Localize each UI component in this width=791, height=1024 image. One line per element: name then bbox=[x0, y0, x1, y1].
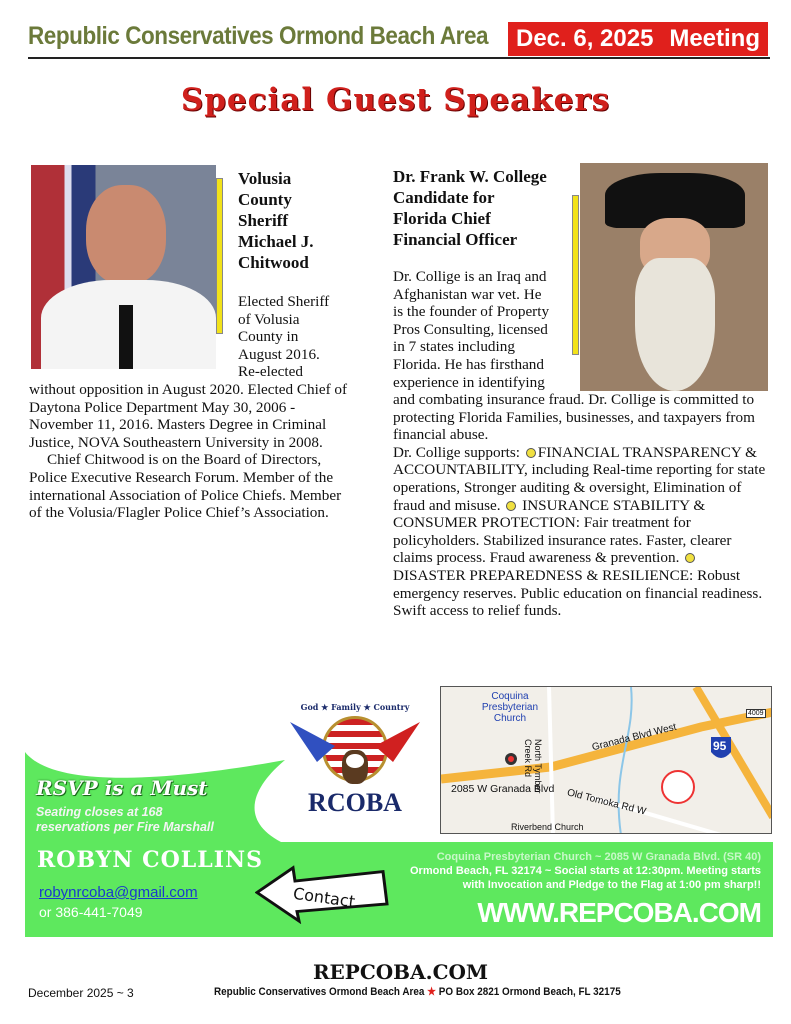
speaker2-intro bbox=[393, 268, 549, 391]
text-line: is the founder of Property bbox=[393, 303, 550, 321]
map-label-road: 2085 W Granada Blvd bbox=[451, 783, 555, 795]
venue-line: Ormond Beach, FL 32174 ~ Social starts at 12:30pm. Meeting starts bbox=[409, 865, 761, 877]
meeting-label: Meeting bbox=[669, 25, 760, 52]
footer-address bbox=[214, 985, 621, 998]
text-line: County in bbox=[238, 328, 299, 346]
name-line: Volusia bbox=[238, 169, 292, 188]
name-line: Candidate for bbox=[393, 188, 495, 207]
bullet-icon bbox=[526, 448, 536, 458]
date-banner bbox=[508, 22, 768, 56]
footer-org: Republic Conservatives Ormond Beach Area bbox=[214, 986, 425, 998]
text-line: Pros Consulting, licensed bbox=[393, 320, 548, 338]
contact-phone: or 386-441-7049 bbox=[39, 904, 143, 920]
rcoba-logo bbox=[290, 702, 420, 830]
speaker1-bio bbox=[29, 381, 349, 522]
name-line: Financial Officer bbox=[393, 230, 518, 249]
text-line: August 2016. bbox=[238, 345, 320, 363]
text-line: Florida. He has firsthand bbox=[393, 355, 544, 373]
state-road-shield: 4009 bbox=[748, 710, 764, 717]
speaker1-name bbox=[238, 168, 314, 273]
logo-name: RCOBA bbox=[308, 788, 402, 817]
contact-banner bbox=[25, 842, 773, 937]
venue-info bbox=[410, 850, 761, 892]
map-label-church: Coquina Presbyterian Church bbox=[481, 691, 539, 724]
rsvp-note-line: Seating closes at 168 bbox=[36, 805, 163, 819]
speaker2-name bbox=[393, 166, 547, 250]
accent-bar bbox=[572, 195, 579, 355]
venue-line: Coquina Presbyterian Church ~ 2085 W Granada Blvd. (SR 40) bbox=[436, 851, 761, 863]
rsvp-note bbox=[36, 805, 214, 835]
text-line: of Volusia bbox=[238, 310, 300, 328]
rsvp-title: RSVP is a Must bbox=[36, 776, 208, 800]
location-map[interactable] bbox=[440, 686, 772, 834]
name-line: Florida Chief bbox=[393, 209, 491, 228]
accent-bar bbox=[216, 178, 223, 334]
text-line: experience in identifying bbox=[393, 373, 545, 391]
contact-email-link[interactable]: robynrcoba@gmail.com bbox=[39, 884, 198, 901]
text-line: Dr. Collige is an Iraq and bbox=[393, 268, 547, 285]
name-line: Michael J. bbox=[238, 232, 314, 251]
name-line: Sheriff bbox=[238, 211, 289, 230]
page-title: Special Guest Speakers bbox=[180, 82, 611, 118]
platform-point: DISASTER PREPAREDNESS & RESILIENCE: Robust emergency reserves. Public education on financial readiness. Swift access to relief funds. bbox=[393, 566, 763, 620]
bio-paragraph: without opposition in August 2020. Elected Chief of Daytona Police Department May 30, 2006 - November 11, 2016. Masters Degree in Criminal Justice, NOVA Southeastern University in 2008. bbox=[29, 381, 348, 451]
name-line: County bbox=[238, 190, 292, 209]
text-line: Afghanistan war vet. He bbox=[393, 285, 542, 303]
map-label-road: North Tymber Creek Rd bbox=[523, 739, 543, 794]
interstate-shield: 95 bbox=[713, 739, 727, 753]
sheriff-photo bbox=[31, 165, 216, 369]
rsvp-note-line: reservations per Fire Marshall bbox=[36, 820, 214, 834]
logo-motto: God ★ Family ★ Country bbox=[300, 702, 410, 712]
name-line: Chitwood bbox=[238, 253, 309, 272]
star-icon: ★ bbox=[427, 986, 437, 998]
page-number: December 2025 ~ 3 bbox=[28, 986, 134, 1000]
contact-arrow-label: Contact bbox=[291, 883, 357, 912]
footer-po-box: PO Box 2821 Ormond Beach, FL 32175 bbox=[438, 986, 621, 998]
bullet-icon bbox=[685, 553, 695, 563]
website-link[interactable]: WWW.REPCOBA.COM bbox=[477, 897, 761, 928]
platform-point: FINANCIAL TRANSPARENCY & ACCOUNTABILITY, including Real-time reporting for state operations, Stronger auditing & oversight, Elimination of fraud and misuse. bbox=[393, 443, 766, 514]
platform-point: INSURANCE STABILITY & CONSUMER PROTECTION: Fair treatment for policyholders. Stabilized insurance rates. Faster, clearer claims process. Fraud awareness & prevention. bbox=[393, 496, 732, 567]
text-line: Re-elected bbox=[238, 363, 303, 381]
bullet-icon bbox=[506, 501, 516, 511]
text-line: Elected Sheriff bbox=[238, 293, 330, 310]
bio-paragraph: Chief Chitwood is on the Board of Directors, Police Executive Research Forum. Member of the international Association of Police Chiefs. Member of the Volusia/Flagler Police Chief’s Association. bbox=[29, 451, 342, 522]
map-label-road: Riverbend Church bbox=[511, 822, 584, 832]
org-title: Republic Conservatives Ormond Beach Area bbox=[28, 22, 489, 50]
candidate-photo bbox=[580, 163, 768, 391]
speaker2-bio bbox=[393, 391, 771, 620]
venue-line: with Invocation and Pledge to the Flag at 1:00 pm sharp!! bbox=[462, 879, 761, 891]
speaker1-intro bbox=[238, 293, 329, 381]
bio-paragraph: and combating insurance fraud. Dr. Collige is committed to protecting Florida Families, businesses, and taxpayers from financial abuse. bbox=[393, 391, 755, 444]
footer-site: REPCOBA.COM bbox=[312, 960, 489, 984]
meeting-date: Dec. 6, 2025 bbox=[516, 25, 654, 52]
supports-intro: Dr. Collige supports: bbox=[393, 443, 520, 461]
header-divider bbox=[28, 57, 770, 59]
map-label-road: Granada Blvd West bbox=[590, 721, 678, 754]
name-line: Dr. Frank W. College bbox=[393, 167, 547, 186]
contact-name: ROBYN COLLINS bbox=[37, 847, 264, 873]
map-label-road: Old Tomoka Rd W bbox=[565, 787, 648, 818]
text-line: in 7 states including bbox=[393, 338, 515, 356]
